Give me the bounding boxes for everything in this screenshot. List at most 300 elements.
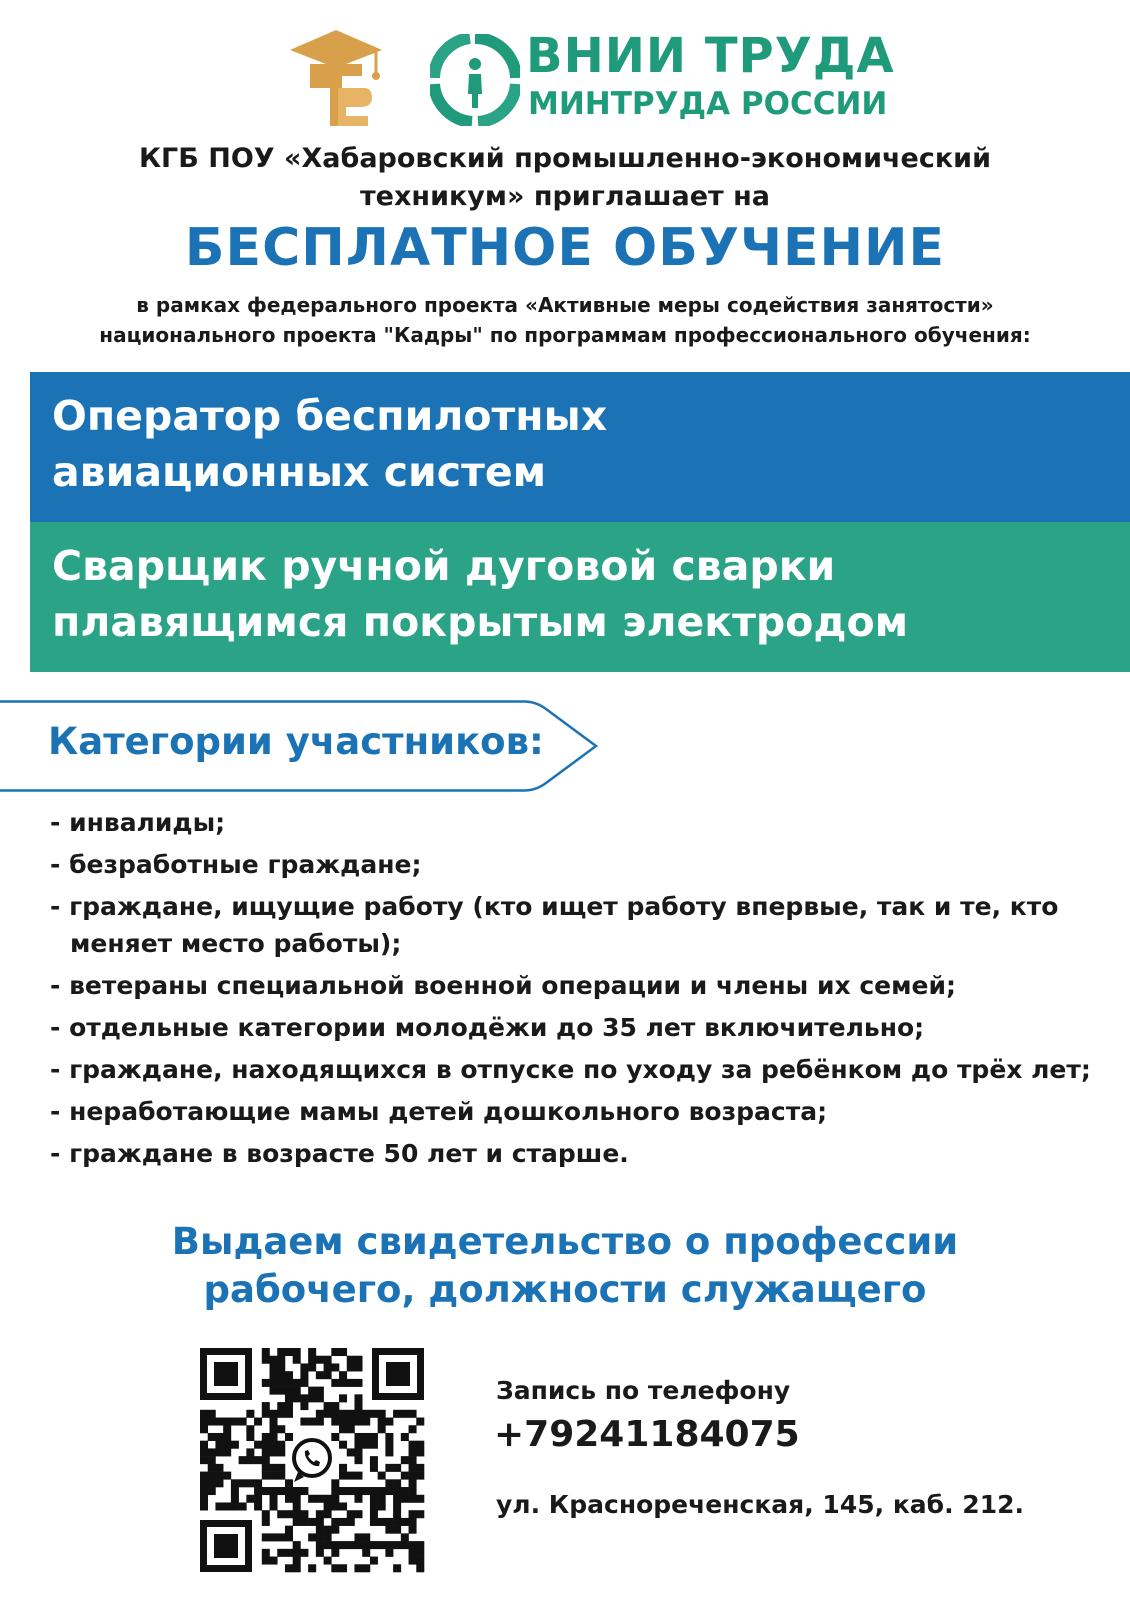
categories-title: Категории участников: <box>48 720 544 763</box>
qr-module <box>339 1472 347 1480</box>
college-logo-icon <box>286 26 386 132</box>
qr-module <box>270 1379 278 1387</box>
qr-module <box>324 1510 332 1518</box>
finder-pattern <box>372 1348 424 1400</box>
program-banner-drone-operator <box>30 372 1130 522</box>
qr-module <box>378 1541 386 1549</box>
qr-module <box>262 1533 270 1541</box>
qr-module <box>378 1425 386 1433</box>
qr-module <box>316 1549 324 1557</box>
qr-module <box>370 1541 378 1549</box>
qr-module <box>378 1518 386 1526</box>
qr-module <box>347 1410 355 1418</box>
whatsapp-icon <box>286 1434 338 1486</box>
qr-module <box>339 1564 347 1572</box>
qr-module <box>215 1502 223 1510</box>
qr-module <box>208 1433 216 1441</box>
qr-module <box>300 1487 308 1495</box>
qr-module <box>277 1487 285 1495</box>
qr-module <box>362 1564 370 1572</box>
qr-module <box>223 1425 231 1433</box>
qr-module <box>347 1541 355 1549</box>
qr-module <box>393 1510 401 1518</box>
qr-module <box>277 1472 285 1480</box>
qr-module <box>354 1510 362 1518</box>
qr-module <box>354 1441 362 1449</box>
qr-module <box>308 1363 316 1371</box>
qr-module <box>262 1510 270 1518</box>
qr-module <box>215 1441 223 1449</box>
qr-module <box>331 1479 339 1487</box>
qr-module <box>262 1487 270 1495</box>
qr-module <box>277 1410 285 1418</box>
qr-module <box>208 1472 216 1480</box>
qr-module <box>409 1557 417 1565</box>
qr-module <box>285 1371 293 1379</box>
qr-module <box>308 1387 316 1395</box>
qr-module <box>401 1487 409 1495</box>
qr-module <box>339 1418 347 1426</box>
qr-module <box>254 1479 262 1487</box>
qr-module <box>385 1526 393 1534</box>
qr-module <box>385 1541 393 1549</box>
qr-module <box>316 1541 324 1549</box>
qr-module <box>270 1557 278 1565</box>
qr-module <box>308 1518 316 1526</box>
qr-module <box>416 1448 424 1456</box>
qr-module <box>316 1510 324 1518</box>
qr-module <box>354 1402 362 1410</box>
qr-module <box>339 1371 347 1379</box>
list-item: - граждане в возрасте 50 лет и старше. <box>50 1139 629 1168</box>
qr-module <box>208 1456 216 1464</box>
qr-module <box>285 1479 293 1487</box>
qr-module <box>254 1441 262 1449</box>
qr-module <box>254 1487 262 1495</box>
qr-module <box>339 1425 347 1433</box>
qr-module <box>254 1456 262 1464</box>
qr-module <box>246 1433 254 1441</box>
qr-module <box>409 1448 417 1456</box>
qr-module <box>262 1402 270 1410</box>
qr-module <box>316 1526 324 1534</box>
qr-module <box>354 1433 362 1441</box>
qr-module <box>246 1448 254 1456</box>
qr-module <box>331 1495 339 1503</box>
qr-module <box>308 1394 316 1402</box>
qr-module <box>200 1502 208 1510</box>
qr-module <box>354 1363 362 1371</box>
qr-module <box>362 1541 370 1549</box>
qr-module <box>246 1410 254 1418</box>
qr-module <box>378 1487 386 1495</box>
qr-module <box>370 1518 378 1526</box>
qr-module <box>416 1549 424 1557</box>
qr-module <box>308 1348 316 1356</box>
qr-module <box>370 1464 378 1472</box>
qr-module <box>277 1441 285 1449</box>
list-item: - граждане, находящихся в отпуске по уходу за ребёнком до трёх лет; <box>50 1055 1091 1084</box>
qr-module <box>246 1495 254 1503</box>
qr-module <box>354 1487 362 1495</box>
list-item: - граждане, ищущие работу (кто ищет работу впервые, так и те, кто меняет место работы); <box>50 892 1059 958</box>
qr-module <box>409 1456 417 1464</box>
qr-module <box>316 1356 324 1364</box>
qr-module <box>378 1410 386 1418</box>
qr-module <box>285 1387 293 1395</box>
qr-module <box>223 1472 231 1480</box>
qr-module <box>270 1441 278 1449</box>
qr-module <box>324 1502 332 1510</box>
qr-module <box>393 1487 401 1495</box>
qr-module <box>339 1410 347 1418</box>
whatsapp-qr-code[interactable] <box>196 1344 428 1576</box>
qr-module <box>324 1495 332 1503</box>
qr-module <box>347 1425 355 1433</box>
qr-module <box>362 1441 370 1449</box>
qr-module <box>270 1433 278 1441</box>
qr-module <box>270 1472 278 1480</box>
qr-module <box>347 1472 355 1480</box>
finder-pattern <box>200 1520 252 1572</box>
qr-module <box>331 1418 339 1426</box>
qr-module <box>409 1464 417 1472</box>
qr-module <box>370 1557 378 1565</box>
qr-module <box>262 1379 270 1387</box>
qr-module <box>409 1441 417 1449</box>
qr-module <box>223 1448 231 1456</box>
certificate-line-2: рабочего, должности служащего <box>203 1268 927 1311</box>
qr-module <box>231 1479 239 1487</box>
qr-module <box>409 1518 417 1526</box>
qr-module <box>393 1541 401 1549</box>
certificate-note <box>0 1218 1130 1314</box>
qr-module <box>409 1425 417 1433</box>
qr-module <box>339 1379 347 1387</box>
qr-module <box>324 1533 332 1541</box>
qr-module <box>293 1495 301 1503</box>
qr-module <box>331 1363 339 1371</box>
qr-module <box>331 1502 339 1510</box>
qr-module <box>331 1564 339 1572</box>
qr-module <box>393 1564 401 1572</box>
context-line-2: национального проекта "Кадры" по программам профессионального обучения: <box>99 323 1031 347</box>
qr-module <box>324 1371 332 1379</box>
qr-module <box>324 1356 332 1364</box>
qr-module <box>331 1526 339 1534</box>
qr-module <box>308 1533 316 1541</box>
qr-module <box>354 1448 362 1456</box>
qr-module <box>354 1418 362 1426</box>
qr-module <box>316 1410 324 1418</box>
qr-module <box>385 1549 393 1557</box>
qr-module <box>385 1418 393 1426</box>
qr-module <box>246 1456 254 1464</box>
qr-module <box>331 1379 339 1387</box>
qr-module <box>401 1518 409 1526</box>
qr-module <box>393 1518 401 1526</box>
qr-module <box>239 1502 247 1510</box>
qr-module <box>200 1479 208 1487</box>
qr-module <box>285 1564 293 1572</box>
qr-module <box>308 1418 316 1426</box>
qr-module <box>200 1487 208 1495</box>
qr-module <box>208 1479 216 1487</box>
qr-module <box>262 1410 270 1418</box>
qr-module <box>293 1518 301 1526</box>
qr-module <box>416 1464 424 1472</box>
qr-module <box>300 1394 308 1402</box>
qr-module <box>324 1402 332 1410</box>
qr-module <box>416 1441 424 1449</box>
qr-module <box>316 1418 324 1426</box>
categories-list <box>50 804 1110 1177</box>
partner-subtitle: МИНТРУДА РОССИИ <box>528 86 888 122</box>
qr-module <box>277 1533 285 1541</box>
qr-module <box>262 1518 270 1526</box>
qr-module <box>293 1348 301 1356</box>
qr-module <box>200 1425 208 1433</box>
qr-module <box>316 1495 324 1503</box>
qr-module <box>409 1541 417 1549</box>
qr-module <box>262 1456 270 1464</box>
qr-module <box>293 1557 301 1565</box>
qr-module <box>285 1433 293 1441</box>
qr-module <box>231 1418 239 1426</box>
qr-module <box>277 1464 285 1472</box>
qr-module <box>293 1487 301 1495</box>
qr-module <box>401 1495 409 1503</box>
qr-module <box>409 1526 417 1534</box>
qr-module <box>285 1549 293 1557</box>
finder-pattern <box>200 1348 252 1400</box>
qr-module <box>262 1448 270 1456</box>
intro-line-2: техникум» приглашает на <box>360 181 770 212</box>
qr-module <box>401 1472 409 1480</box>
qr-module <box>270 1356 278 1364</box>
project-context <box>0 290 1130 350</box>
qr-module <box>208 1464 216 1472</box>
qr-module <box>409 1487 417 1495</box>
qr-module <box>416 1564 424 1572</box>
qr-module <box>401 1533 409 1541</box>
qr-module <box>385 1479 393 1487</box>
qr-module <box>215 1464 223 1472</box>
qr-module <box>223 1502 231 1510</box>
qr-module <box>324 1410 332 1418</box>
qr-module <box>416 1557 424 1565</box>
qr-module <box>239 1418 247 1426</box>
qr-module <box>254 1495 262 1503</box>
header-logos <box>0 24 1130 134</box>
context-line-1: в рамках федерального проекта «Активные меры содействия занятости» <box>136 293 994 317</box>
list-item: - инвалиды; <box>50 808 226 837</box>
qr-module <box>331 1541 339 1549</box>
contact-phone[interactable]: +79241184075 <box>494 1414 800 1455</box>
qr-module <box>370 1487 378 1495</box>
qr-module <box>354 1379 362 1387</box>
qr-module <box>339 1502 347 1510</box>
qr-module <box>262 1433 270 1441</box>
qr-module <box>277 1371 285 1379</box>
qr-module <box>200 1472 208 1480</box>
qr-module <box>308 1495 316 1503</box>
qr-module <box>270 1502 278 1510</box>
qr-module <box>347 1487 355 1495</box>
qr-module <box>378 1502 386 1510</box>
qr-module <box>316 1387 324 1395</box>
qr-module <box>416 1495 424 1503</box>
headline: БЕСПЛАТНОЕ ОБУЧЕНИЕ <box>184 218 946 278</box>
qr-module <box>370 1410 378 1418</box>
qr-module <box>270 1448 278 1456</box>
certificate-line-1: Выдаем свидетельство о профессии <box>171 1220 959 1263</box>
qr-module <box>293 1510 301 1518</box>
qr-module <box>270 1495 278 1503</box>
qr-module <box>293 1564 301 1572</box>
qr-module <box>223 1418 231 1426</box>
contact-label: Запись по телефону <box>496 1376 791 1405</box>
qr-module <box>308 1356 316 1364</box>
qr-module <box>277 1448 285 1456</box>
qr-module <box>231 1441 239 1449</box>
qr-module <box>293 1394 301 1402</box>
qr-module <box>370 1495 378 1503</box>
qr-module <box>300 1363 308 1371</box>
qr-module <box>362 1433 370 1441</box>
qr-module <box>208 1418 216 1426</box>
qr-module <box>231 1495 239 1503</box>
qr-module <box>370 1433 378 1441</box>
qr-module <box>409 1495 417 1503</box>
qr-module <box>285 1487 293 1495</box>
qr-module <box>293 1549 301 1557</box>
qr-module <box>362 1487 370 1495</box>
qr-module <box>285 1510 293 1518</box>
qr-module <box>277 1402 285 1410</box>
qr-module <box>200 1418 208 1426</box>
qr-module <box>339 1441 347 1449</box>
qr-module <box>300 1418 308 1426</box>
qr-module <box>339 1487 347 1495</box>
qr-module <box>354 1356 362 1364</box>
qr-module <box>347 1448 355 1456</box>
intro-line-1: КГБ ПОУ «Хабаровский промышленно-экономический <box>138 143 992 174</box>
program-title: Сварщик ручной дуговой сварки плавящимся покрытым электродом <box>52 542 909 646</box>
qr-module <box>277 1510 285 1518</box>
qr-module <box>331 1433 339 1441</box>
qr-module <box>339 1518 347 1526</box>
qr-module <box>277 1379 285 1387</box>
list-item: - ветераны специальной военной операции и члены их семей; <box>50 971 956 1000</box>
qr-module <box>215 1418 223 1426</box>
qr-module <box>347 1510 355 1518</box>
partner-name: ВНИИ ТРУДА <box>526 28 895 84</box>
qr-module <box>308 1564 316 1572</box>
qr-module <box>316 1394 324 1402</box>
qr-module <box>223 1433 231 1441</box>
qr-module <box>393 1502 401 1510</box>
qr-module <box>270 1371 278 1379</box>
qr-module <box>200 1456 208 1464</box>
qr-module <box>324 1526 332 1534</box>
qr-module <box>409 1549 417 1557</box>
qr-module <box>285 1394 293 1402</box>
qr-module <box>300 1510 308 1518</box>
qr-module <box>362 1410 370 1418</box>
intro-text <box>0 140 1130 216</box>
qr-module <box>208 1487 216 1495</box>
qr-module <box>378 1495 386 1503</box>
qr-module <box>354 1541 362 1549</box>
qr-module <box>378 1418 386 1426</box>
qr-module <box>277 1387 285 1395</box>
qr-module <box>409 1479 417 1487</box>
qr-module <box>316 1533 324 1541</box>
qr-module <box>385 1433 393 1441</box>
qr-module <box>354 1472 362 1480</box>
qr-module <box>246 1425 254 1433</box>
qr-module <box>293 1541 301 1549</box>
qr-module <box>393 1495 401 1503</box>
qr-module <box>331 1348 339 1356</box>
qr-module <box>300 1371 308 1379</box>
qr-module <box>385 1464 393 1472</box>
qr-module <box>277 1363 285 1371</box>
qr-module <box>324 1363 332 1371</box>
qr-module <box>331 1402 339 1410</box>
qr-module <box>285 1533 293 1541</box>
qr-module <box>200 1495 208 1503</box>
qr-module <box>393 1410 401 1418</box>
qr-module <box>285 1410 293 1418</box>
qr-module <box>316 1371 324 1379</box>
qr-module <box>339 1394 347 1402</box>
qr-module <box>277 1348 285 1356</box>
qr-module <box>270 1464 278 1472</box>
qr-module <box>285 1495 293 1503</box>
qr-module <box>362 1549 370 1557</box>
qr-module <box>200 1448 208 1456</box>
qr-module <box>385 1448 393 1456</box>
qr-module <box>347 1418 355 1426</box>
qr-module <box>293 1387 301 1395</box>
qr-module <box>246 1479 254 1487</box>
qr-module <box>401 1456 409 1464</box>
qr-module <box>285 1402 293 1410</box>
qr-module <box>331 1487 339 1495</box>
qr-module <box>270 1410 278 1418</box>
qr-module <box>208 1448 216 1456</box>
qr-module <box>215 1433 223 1441</box>
qr-module <box>331 1410 339 1418</box>
list-item: - отдельные категории молодёжи до 35 лет включительно; <box>50 1013 925 1042</box>
qr-module <box>370 1502 378 1510</box>
qr-module <box>215 1479 223 1487</box>
qr-module <box>277 1425 285 1433</box>
qr-module <box>254 1418 262 1426</box>
program-banner-welder <box>30 522 1130 672</box>
qr-module <box>270 1387 278 1395</box>
qr-module <box>262 1441 270 1449</box>
qr-module <box>285 1526 293 1534</box>
qr-module <box>262 1557 270 1565</box>
qr-module <box>416 1472 424 1480</box>
qr-module <box>339 1348 347 1356</box>
qr-module <box>254 1502 262 1510</box>
qr-module <box>324 1541 332 1549</box>
qr-module <box>200 1410 208 1418</box>
